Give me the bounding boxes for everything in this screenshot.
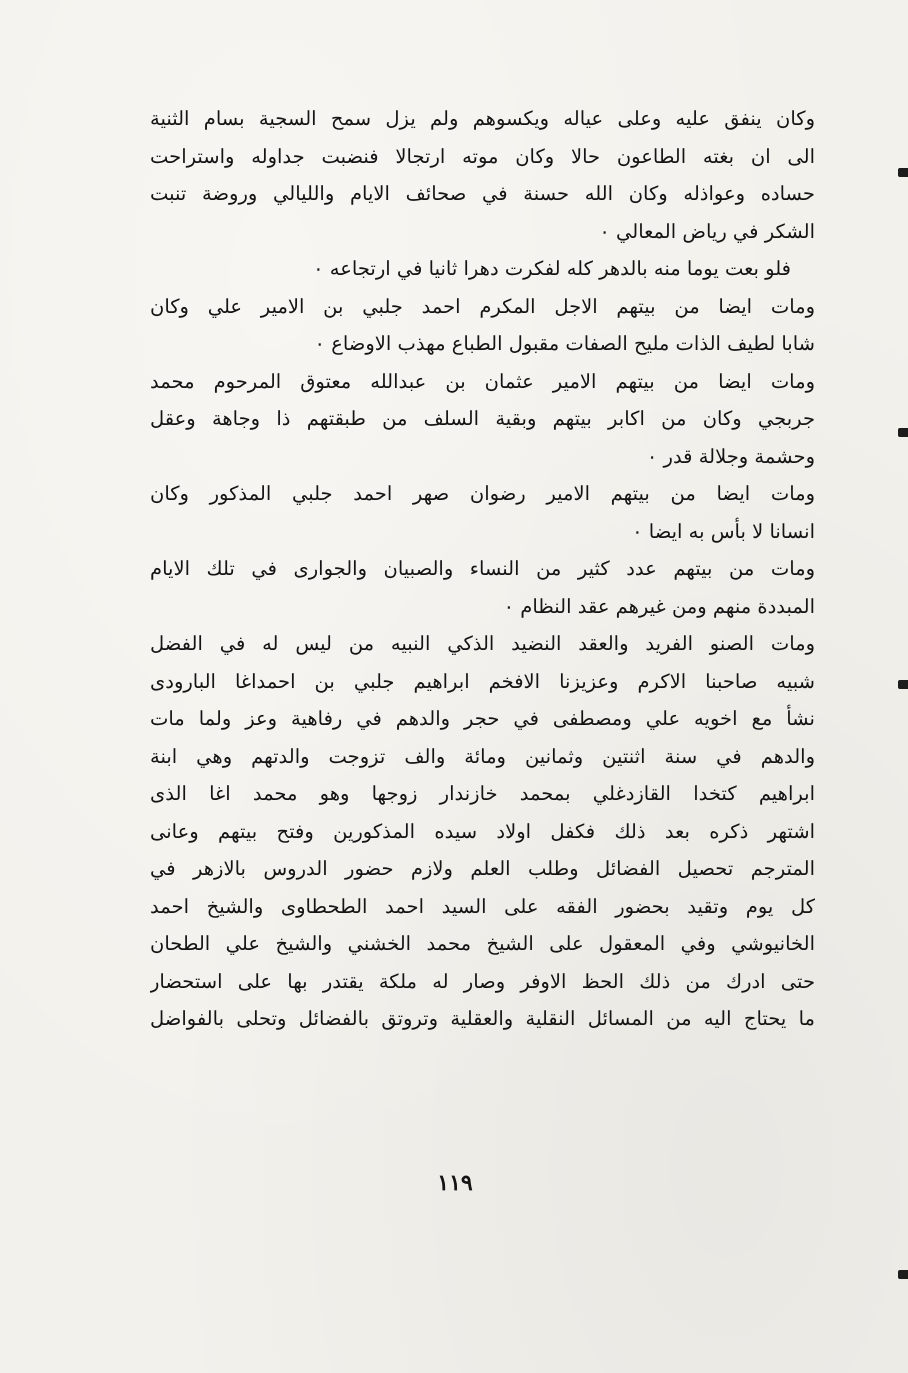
text-line: شابا لطيف الذات مليح الصفات مقبول الطباع مهذب الاوضاع ٠ xyxy=(314,332,815,355)
text-line: الخانيوشي وفي المعقول على الشيخ محمد الخشني والشيخ علي الطحان xyxy=(150,932,815,955)
text-line: ومات ايضا من بيتهم الامير عثمان بن عبدالله معتوق المرحوم محمد xyxy=(150,369,815,393)
page-number: ١١٩ xyxy=(437,1170,473,1196)
text-line: ومات ايضا من بيتهم الاجل المكرم احمد جلبي بن الامير علي وكان xyxy=(150,294,815,318)
text-line: حتى ادرك من ذلك الحظ الاوفر وصار له ملكة يقتدر بها على استحضار xyxy=(150,969,815,993)
text-line: شبيه صاحبنا الاكرم وعزيزنا الافخم ابراهيم جلبي بن احمداغا البارودى xyxy=(150,669,815,693)
binding-mark xyxy=(898,168,908,177)
text-line: المترجم تحصيل الفضائل وطلب العلم ولازم حضور الدروس بالازهر في xyxy=(150,857,815,880)
text-line: ما يحتاج اليه من المسائل النقلية والعقلية وتروتق بالفضائل وتحلى بالفواضل xyxy=(150,1007,815,1030)
binding-mark xyxy=(898,1270,908,1279)
text-line: وكان ينفق عليه وعلى عياله ويكسوهم ولم يزل سمح السجية بسام الثنية xyxy=(150,107,815,130)
binding-mark xyxy=(898,428,908,437)
text-line: الشكر في رياض المعالي ٠ xyxy=(599,219,815,243)
text-line: الى ان بغته الطاعون حالا وكان موته ارتجالا فنضبت جداوله واستراحت xyxy=(150,144,815,168)
text-line: حساده وعواذله وكان الله حسنة في صحائف الايام والليالي وروضة تنبت xyxy=(150,182,815,205)
text-line: ومات الصنو الفريد والعقد النضيد الذكي النبيه من ليس له في الفضل xyxy=(150,632,815,655)
text-line: المبددة منهم ومن غيرهم عقد النظام ٠ xyxy=(503,594,815,618)
text-line: والدهم في سنة اثنتين وثمانين ومائة والف تزوجت والدتهم وهي ابنة xyxy=(150,744,815,768)
body-text xyxy=(150,100,815,1038)
text-line: ومات من بيتهم عدد كثير من النساء والصبيان والجوارى في تلك الايام xyxy=(150,557,815,580)
binding-mark xyxy=(898,680,908,689)
text-line: كل يوم وتقيد بحضور الفقه على السيد احمد الطحطاوى والشيخ احمد xyxy=(150,894,815,918)
text-line: وحشمة وجلالة قدر ٠ xyxy=(646,444,815,468)
text-line: نشأ مع اخويه علي ومصطفى في حجر والدهم في رفاهية وعز ولما مات xyxy=(150,707,815,730)
text-line: ابراهيم كتخدا القازدغلي بمحمد خازندار زوجها وهو محمد اغا الذى xyxy=(150,782,815,805)
text-line: جربجي وكان من اكابر بيتهم وبقية السلف من طبقتهم ذا وجاهة وعقل xyxy=(150,407,815,430)
text-line: ومات ايضا من بيتهم الامير رضوان صهر احمد جلبي المذكور وكان xyxy=(150,482,815,505)
text-line: اشتهر ذكره بعد ذلك فكفل اولاد سيده المذكورين وفتح بيتهم وعانى xyxy=(150,819,815,843)
verse-line: فلو بعت يوما منه بالدهر كله لفكرت دهرا ثانيا في ارتجاعه ٠ xyxy=(313,257,791,280)
text-line: انسانا لا بأس به ايضا ٠ xyxy=(632,519,815,543)
